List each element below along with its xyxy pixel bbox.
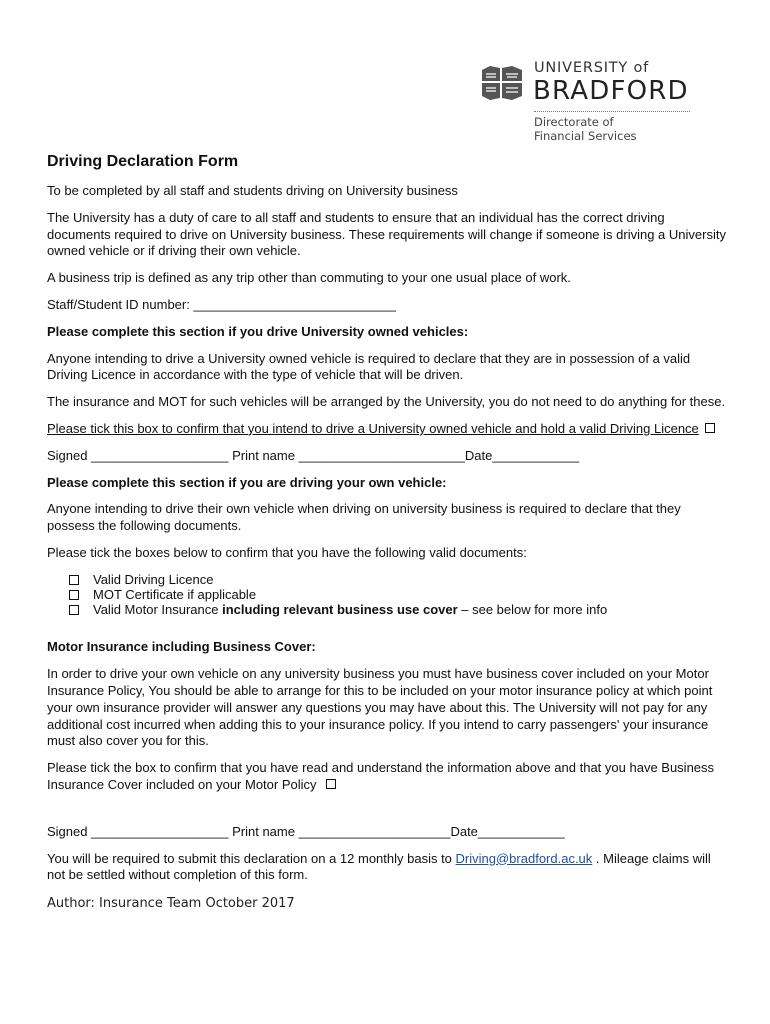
- staff-id-label: Staff/Student ID number:: [47, 296, 190, 312]
- submission-text-end: . Mileage claims will not be settled without completion of this form.: [47, 850, 711, 883]
- business-cover-checkbox[interactable]: [326, 779, 336, 789]
- list-item: [69, 602, 727, 617]
- university-crest-icon: [480, 62, 524, 102]
- signature-row-1: [47, 448, 727, 465]
- signed-label: Signed: [47, 823, 88, 839]
- email-link[interactable]: Driving@bradford.ac.uk: [455, 850, 593, 866]
- business-cover-confirm-text: Please tick the box to confirm that you have read and understand the information above and that you have Business Insurance Cover included on your Motor Policy: [47, 760, 715, 792]
- motor-insurance-label: Valid Motor Insurance: [93, 602, 219, 618]
- motor-insurance-checkbox[interactable]: [69, 605, 79, 615]
- date-field[interactable]: ____________: [492, 447, 580, 463]
- university-logo: [480, 58, 710, 148]
- university-vehicle-para2: The insurance and MOT for such vehicles will be arranged by the University, you do not need to do anything for these.: [47, 394, 726, 410]
- staff-id-field[interactable]: ____________________________: [193, 296, 396, 312]
- page-title: Driving Declaration Form: [47, 153, 239, 170]
- university-vehicle-heading: Please complete this section if you drive University owned vehicles:: [47, 323, 469, 339]
- form-body: [47, 152, 727, 911]
- logo-university-text: UNIVERSITY of: [534, 60, 650, 76]
- logo-subtitle-line1: Directorate of: [534, 115, 614, 129]
- date-field[interactable]: ____________: [477, 823, 565, 839]
- submission-text-start: You will be required to submit this declaration on a 12 monthly basis to: [47, 850, 456, 866]
- print-name-label: Print name: [232, 823, 295, 839]
- submission-note: [47, 851, 727, 885]
- duty-of-care-text: The University has a duty of care to all staff and students to ensure that an individual has the correct driving documents required to drive on University business. These requirements will change if someone is driving a University owned vehicle or if driving their own vehicle.: [47, 209, 726, 259]
- signed-field[interactable]: ___________________: [91, 823, 229, 839]
- driving-licence-checkbox[interactable]: [69, 575, 79, 585]
- business-trip-text: A business trip is defined as any trip other than commuting to your one usual place of work.: [47, 270, 571, 286]
- university-vehicle-confirm: [47, 421, 727, 438]
- own-vehicle-para1: Anyone intending to drive their own vehicle when driving on university business is required to declare that they possess the following documents.: [47, 501, 681, 534]
- list-item: [69, 587, 727, 602]
- logo-subtitle-line2: Financial Services: [534, 129, 637, 143]
- business-use-cover-text: including relevant business use cover: [222, 602, 458, 618]
- signature-row-2: [47, 824, 727, 841]
- signed-field[interactable]: ___________________: [91, 447, 229, 463]
- print-name-label: Print name: [232, 447, 295, 463]
- print-name-field[interactable]: _______________________: [298, 447, 465, 463]
- list-item: [69, 572, 727, 587]
- mot-certificate-label: MOT Certificate if applicable: [93, 586, 257, 602]
- own-vehicle-heading: Please complete this section if you are driving your own vehicle:: [47, 474, 447, 490]
- mot-certificate-checkbox[interactable]: [69, 590, 79, 600]
- motor-insurance-heading: Motor Insurance including Business Cover:: [47, 639, 316, 655]
- logo-divider: [534, 111, 690, 112]
- signed-label: Signed: [47, 447, 88, 463]
- business-cover-confirm: [47, 760, 727, 794]
- intro-text: To be completed by all staff and students driving on University business: [47, 183, 458, 198]
- driving-licence-label: Valid Driving Licence: [93, 571, 214, 587]
- author-line: Author: Insurance Team October 2017: [47, 896, 295, 912]
- date-label: Date: [450, 823, 478, 839]
- logo-bradford-text: BRADFORD: [533, 76, 689, 106]
- motor-insurance-para: In order to drive your own vehicle on any university business you must have business cover included on your Motor Insurance Policy, You should be able to arrange for this to be included on your motor insurance policy at which point your own insurance provider will answer any questions you may have about this. The University will not pay for any additional cost incurred when adding this to your insurance policy. If you intend to carry passengers' your insurance must also cover you for this.: [47, 666, 713, 749]
- staff-id-row: [47, 297, 727, 314]
- documents-checklist: [47, 572, 727, 618]
- date-label: Date: [464, 447, 493, 463]
- university-vehicle-para1: Anyone intending to drive a University owned vehicle is required to declare that they are in possession of a valid Driving Licence in accordance with the type of vehicle that will be driven.: [47, 350, 691, 383]
- university-vehicle-checkbox[interactable]: [705, 423, 715, 433]
- own-vehicle-para2: Please tick the boxes below to confirm that you have the following valid documents:: [47, 544, 527, 560]
- university-vehicle-confirm-text: Please tick this box to confirm that you intend to drive a University owned vehicle and hold a valid Driving Licence: [47, 420, 699, 436]
- logo-subtitle: [534, 115, 637, 143]
- see-below-text: – see below for more info: [457, 602, 608, 618]
- print-name-field[interactable]: _____________________: [298, 823, 451, 839]
